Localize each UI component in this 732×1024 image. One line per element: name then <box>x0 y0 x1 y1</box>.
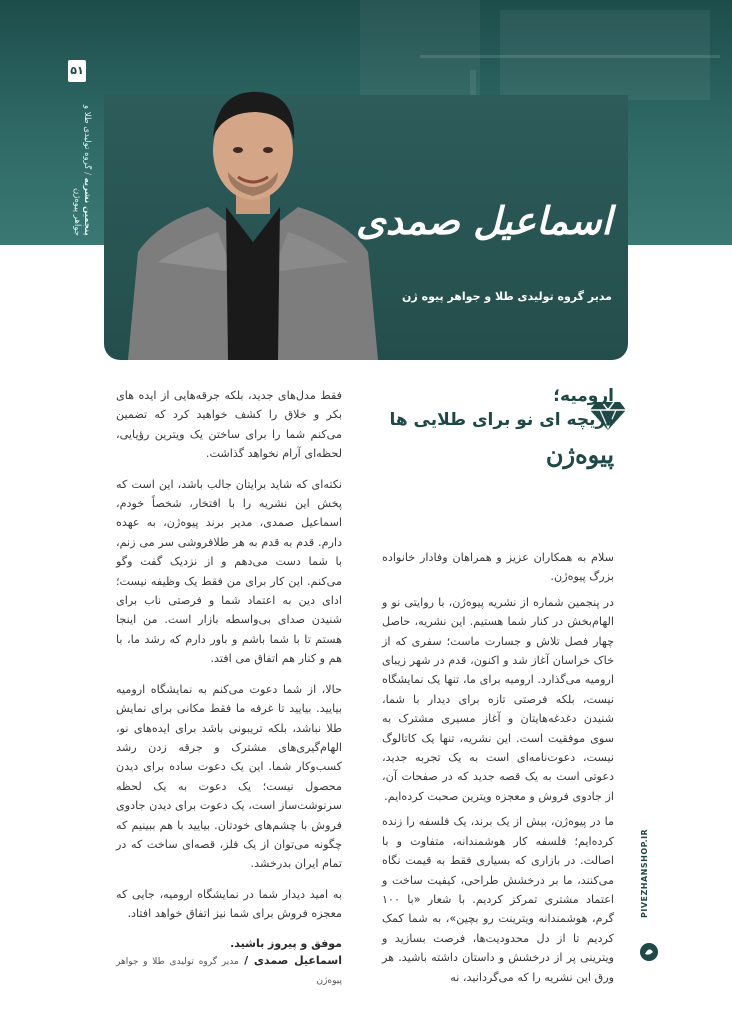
issue-label-vertical <box>62 86 92 236</box>
paragraph: حالا، از شما دعوت می‌کنم به نمایشگاه ارومیه بیایید. بیایید تا غرفه ما فقط مکانی برای نمایش طلا نباشد، بلکه تریبونی باشد برای ایده‌های نو، الهام‌گیری‌های مشترک و جرقه زدن رشد کسب‌وکار شما. این یک دعوت ساده برای دیدن محصول نیست؛ یک دعوت به یک لحظه سرنوشت‌ساز است، یک دعوت برای دیدن جادوی فروش با چشم‌های خودتان. بیایید با هم ببینیم که چگونه می‌توان از یک فلز، قصه‌ای ساخت که در تمام ایران بدرخشد. <box>116 682 342 871</box>
article-heading <box>354 384 614 472</box>
publisher-label: گروه تولیدی طلا و جواهر پیوه‌ژن <box>72 105 92 236</box>
issue-label: پنجمین نشریه <box>82 177 92 236</box>
profile-name: اسماعیل صمدی <box>355 198 612 243</box>
brand-logo-icon <box>639 942 659 962</box>
page-number: ۵۱ <box>68 60 86 82</box>
separator: / <box>82 169 92 176</box>
paragraph: به امید دیدار شما در نمایشگاه ارومیه، جایی که معجزه فروش برای شما نیز اتفاق خواهد افتاد. <box>116 887 342 921</box>
signoff <box>116 935 342 990</box>
paragraph: نکته‌ای که شاید برایتان جالب باشد، این است که پخش این نشریه را با افتخار، شخصاً خودم، اسماعیل صمدی، مدیر برند پیوه‌ژن، به عهده دارم. قدم به قدم به هر طلافروشی سر می زنم، با شما دست می‌دهم و از نزدیک گفت وگو می‌کنم. این کار برای من فقط یک وظیفه نیست؛ ادای دین به اعتماد شما و فرصتی ناب برای شنیدن صدای بی‌واسطه بازار است. من اینجا هستم تا با شما باشم و باور دارم که رشد ما، با هم و کنار هم اتفاق می افتد. <box>116 477 342 666</box>
article-column-left <box>116 386 342 990</box>
signoff-role: مدیر گروه تولیدی طلا و جواهر پیوه‌ژن <box>116 956 342 986</box>
paragraph: فقط مدل‌های جدید، بلکه جرقه‌هایی از ایده های بکر و خلاق را کشف خواهید کرد که تضمین می‌کنم شما را برای ساختن یک ویترین رؤیایی، لحظه‌ای آرام نخواهد گذاشت. <box>116 389 342 461</box>
signoff-line <box>116 952 342 990</box>
title-line-2: دریچه ای نو برای طلایی ها <box>389 410 614 430</box>
paragraph: در پنجمین شماره از نشریه پیوه‌ژن، با روایتی نو و الهام‌بخش در کنار شما هستیم. این نشریه، حاصل چهار فصل تلاش و جسارت ماست؛ سفری که از خاک خراسان آغاز شد و اکنون، قدم در شهر زیبای ارومیه می‌گذارد. ارومیه برای ما، تنها یک نمایشگاه نیست، بلکه فرصتی تازه برای دیدار با شما، شنیدن دغدغه‌هایتان و آغاز مسیری مشترک به سوی موفقیت است. این نشریه، تنها یک کاتالوگ نیست، دعوت‌نامه‌ای است به یک تجربه جدید، دعوتی است به یک قصه جدید که در صفحات آن، از جادوی فروش و معجزه ویترین صحبت کرده‌ایم. <box>382 595 614 803</box>
title-line-1: ارومیه؛ <box>553 386 614 406</box>
portrait-photo <box>128 72 378 360</box>
profile-role: مدیر گروه تولیدی طلا و جواهر پیوه ژن <box>402 290 612 303</box>
title-brand: پیوه‌ژن <box>545 440 614 469</box>
website-link[interactable]: PIVEZHANSHOP.IR <box>640 828 649 918</box>
paragraph: ما در پیوه‌ژن، بیش از یک برند، یک فلسفه را زنده کرده‌ایم؛ فلسفه کار هوشمندانه، متفاوت و با اصالت. در بازاری که بسیاری فقط به قیمت نگاه می‌کنند، ما بر درخشش طراحی، کیفیت ساخت و اعتماد مشتری تمرکز کردیم. با شعار «با ۱۰۰ گرم، هوشمندانه ویترینت رو بچین»، به شما کمک کردیم تا از دل محدودیت‌ها، فرصت بسازید و ویترینی پر از درخشش و داستان داشته باشید. هر ورق این نشریه را که می‌گردانید، نه <box>382 815 614 984</box>
signoff-greeting: موفق و پیروز باشید. <box>230 936 342 950</box>
paragraph: سلام به همکاران عزیز و همراهان وفادار خانواده بزرگ پیوه‌ژن. <box>382 551 614 584</box>
article-column-right <box>382 548 614 993</box>
background-shelf <box>420 55 720 58</box>
signoff-name: اسماعیل صمدی / <box>244 953 342 967</box>
